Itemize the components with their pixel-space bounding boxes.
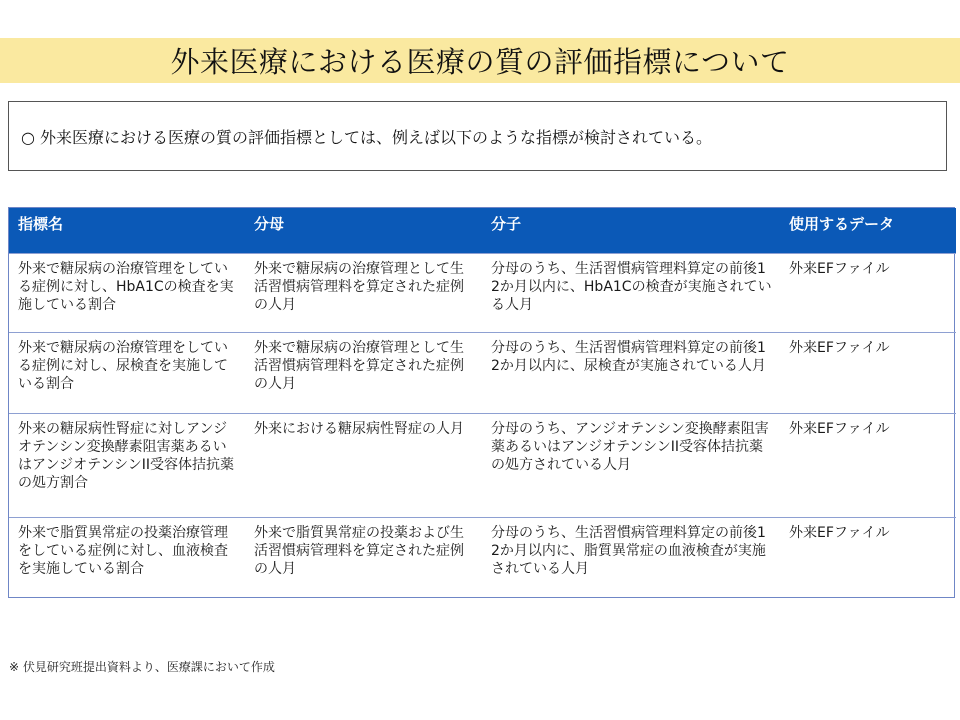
- cell-indicator-name: 外来の糖尿病性腎症に対しアンジオテンシン変換酵素阻害薬あるいはアンジオテンシンII受容体拮抗薬の処方割合: [9, 413, 245, 517]
- table-row: [9, 517, 956, 597]
- cell-numerator: 分母のうち、生活習慣病管理料算定の前後12か月以内に、HbA1Cの検査が実施されている人月: [482, 253, 780, 332]
- header-denominator: 分母: [245, 208, 482, 253]
- header-numerator: 分子: [482, 208, 780, 253]
- cell-numerator: 分母のうち、生活習慣病管理料算定の前後12か月以内に、尿検査が実施されている人月: [482, 332, 780, 413]
- cell-indicator-name: 外来で脂質異常症の投薬治療管理をしている症例に対し、血液検査を実施している割合: [9, 517, 245, 597]
- header-data-source: 使用するデータ: [780, 208, 956, 253]
- header-indicator-name: 指標名: [9, 208, 245, 253]
- table-row: [9, 332, 956, 413]
- indicator-table: [8, 207, 955, 598]
- table-row: [9, 413, 956, 517]
- cell-denominator: 外来で糖尿病の治療管理として生活習慣病管理料を算定された症例の人月: [245, 253, 482, 332]
- summary-box: [8, 101, 947, 171]
- cell-data-source: 外来EFファイル: [780, 413, 956, 517]
- indicator-table-grid: [9, 208, 956, 597]
- footnote: ※ 伏見研究班提出資料より、医療課において作成: [9, 660, 275, 674]
- page-title: 外来医療における医療の質の評価指標について: [170, 45, 790, 79]
- table-header-row: [9, 208, 956, 253]
- cell-data-source: 外来EFファイル: [780, 332, 956, 413]
- cell-denominator: 外来における糖尿病性腎症の人月: [245, 413, 482, 517]
- cell-indicator-name: 外来で糖尿病の治療管理をしている症例に対し、HbA1Cの検査を実施している割合: [9, 253, 245, 332]
- cell-indicator-name: 外来で糖尿病の治療管理をしている症例に対し、尿検査を実施している割合: [9, 332, 245, 413]
- summary-text: ○ 外来医療における医療の質の評価指標としては、例えば以下のような指標が検討されている。: [21, 127, 713, 147]
- title-band: [0, 38, 960, 83]
- cell-data-source: 外来EFファイル: [780, 517, 956, 597]
- cell-denominator: 外来で脂質異常症の投薬および生活習慣病管理料を算定された症例の人月: [245, 517, 482, 597]
- cell-numerator: 分母のうち、アンジオテンシン変換酵素阻害薬あるいはアンジオテンシンII受容体拮抗薬の処方されている人月: [482, 413, 780, 517]
- cell-data-source: 外来EFファイル: [780, 253, 956, 332]
- cell-denominator: 外来で糖尿病の治療管理として生活習慣病管理料を算定された症例の人月: [245, 332, 482, 413]
- cell-numerator: 分母のうち、生活習慣病管理料算定の前後12か月以内に、脂質異常症の血液検査が実施されている人月: [482, 517, 780, 597]
- table-row: [9, 253, 956, 332]
